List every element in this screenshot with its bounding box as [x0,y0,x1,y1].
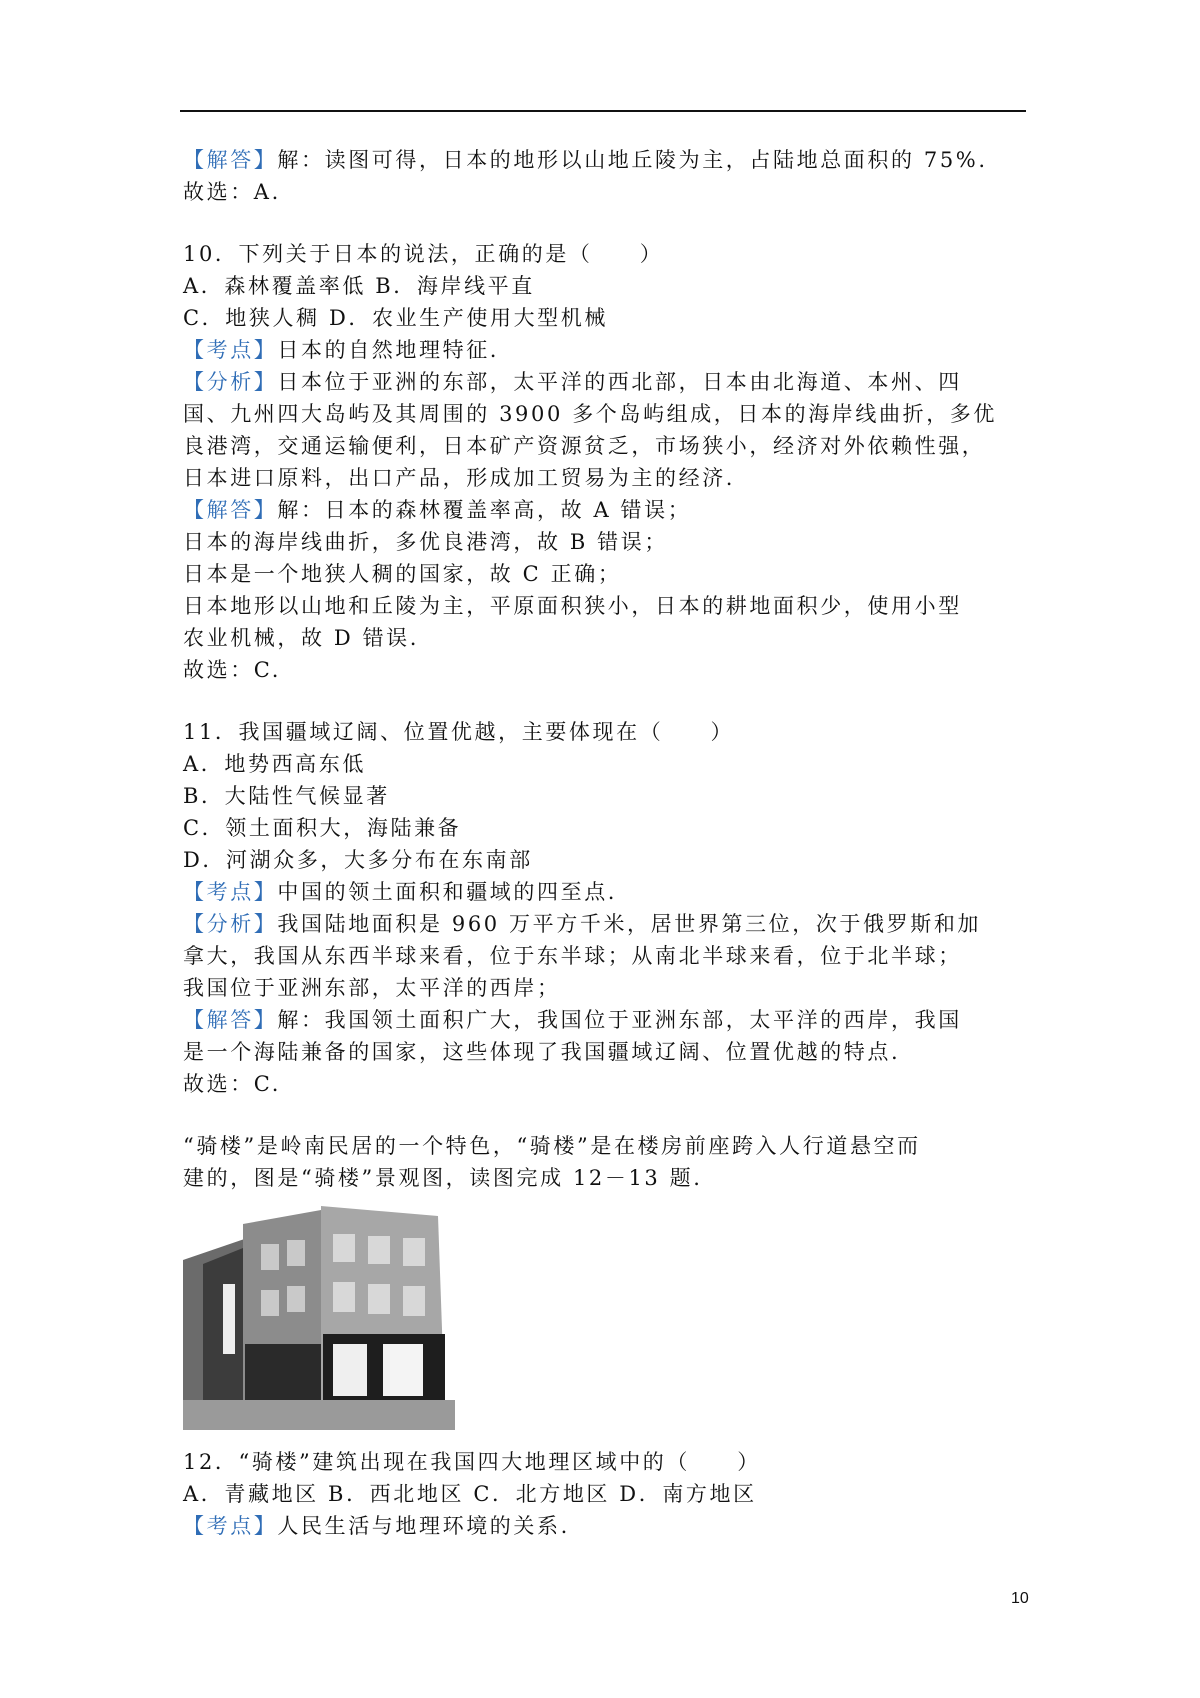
line-text: 故选：A. [183,180,281,204]
text-line [183,144,1033,176]
text-line [183,748,1033,780]
line-text: 解：我国领土面积广大，我国位于亚洲东部，太平洋的西岸，我国 [277,1008,962,1032]
text-line [183,238,1033,270]
section-tag: 【考点】 [183,880,278,904]
text-line [183,622,1033,654]
header-rule [180,110,1026,112]
section-tag: 【考点】 [183,338,278,362]
section-tag: 【解答】 [183,1008,278,1032]
text-line [183,940,1033,972]
text-line [183,590,1033,622]
paragraph-gap [183,686,1033,716]
text-line [183,366,1033,398]
text-line [183,270,1033,302]
paragraph-gap [183,1100,1033,1130]
text-line [183,972,1033,1004]
line-text: 日本进口原料，出口产品，形成加工贸易为主的经济. [183,466,736,490]
page-number: 10 [1011,1590,1029,1607]
text-line [183,1130,1033,1162]
text-line [183,716,1033,748]
line-text: 故选：C. [183,658,281,682]
paragraph-gap [183,208,1033,238]
section-tag: 【分析】 [183,912,278,936]
line-text: A．地势西高东低 [183,752,366,776]
text-line [183,876,1033,908]
line-text: 我国陆地面积是 960 万平方千米，居世界第三位，次于俄罗斯和加 [277,912,982,936]
line-text: 日本是一个地狭人稠的国家，故 C 正确； [183,562,622,586]
line-text: 良港湾，交通运输便利，日本矿产资源贫乏，市场狭小，经济对外依赖性强， [183,434,986,458]
line-text: 拿大，我国从东西半球来看，位于东半球；从南北半球来看，位于北半球； [183,944,962,968]
text-line [183,526,1033,558]
line-text: 我国位于亚洲东部，太平洋的西岸； [183,976,561,1000]
text-line [183,494,1033,526]
line-text: 是一个海陆兼备的国家，这些体现了我国疆域辽阔、位置优越的特点. [183,1040,901,1064]
line-text: A．森林覆盖率低 B．海岸线平直 [183,274,535,298]
text-line [183,1068,1033,1100]
text-line [183,844,1033,876]
document-body [183,144,1033,1542]
line-text: C．地狭人稠 D．农业生产使用大型机械 [183,306,608,330]
text-line [183,430,1033,462]
qilou-street-photo [183,1204,455,1430]
text-line [183,1162,1033,1194]
line-text: 人民生活与地理环境的关系. [277,1514,570,1538]
line-text: 日本的海岸线曲折，多优良港湾，故 B 错误； [183,530,668,554]
line-text: 11．我国疆域辽阔、位置优越，主要体现在（ ） [183,720,735,744]
section-tag: 【解答】 [183,148,278,172]
text-line [183,398,1033,430]
line-text: 农业机械，故 D 错误. [183,626,420,650]
line-text: 12．“骑楼”建筑出现在我国四大地理区域中的（ ） [183,1450,761,1474]
text-line [183,654,1033,686]
line-text: 日本地形以山地和丘陵为主，平原面积狭小，日本的耕地面积少，使用小型 [183,594,962,618]
line-text: “骑楼”是岭南民居的一个特色，“骑楼”是在楼房前座跨入人行道悬空而 [183,1134,921,1158]
text-line [183,558,1033,590]
text-line [183,780,1033,812]
text-line [183,334,1033,366]
line-text: 故选：C. [183,1072,281,1096]
line-text: 中国的领土面积和疆域的四至点. [277,880,618,904]
section-tag: 【分析】 [183,370,278,394]
section-tag: 【考点】 [183,1514,278,1538]
line-text: 日本的自然地理特征. [277,338,500,362]
text-line [183,176,1033,208]
section-tag: 【解答】 [183,498,278,522]
text-line [183,302,1033,334]
text-line [183,1004,1033,1036]
line-text: 10．下列关于日本的说法，正确的是（ ） [183,242,664,266]
line-text: 解：读图可得，日本的地形以山地丘陵为主，占陆地总面积的 75%. [277,148,988,172]
line-text: 建的，图是“骑楼”景观图，读图完成 12－13 题. [183,1166,703,1190]
text-line [183,1478,1033,1510]
line-text: A．青藏地区 B．西北地区 C．北方地区 D．南方地区 [183,1482,757,1506]
line-text: 解：日本的森林覆盖率高，故 A 错误； [277,498,692,522]
line-text: 国、九州四大岛屿及其周围的 3900 多个岛屿组成，日本的海岸线曲折，多优 [183,402,997,426]
line-text: C．领土面积大，海陆兼备 [183,816,462,840]
text-line [183,1510,1033,1542]
text-line [183,1036,1033,1068]
text-line [183,908,1033,940]
text-line [183,462,1033,494]
line-text: D．河湖众多，大多分布在东南部 [183,848,533,872]
text-line [183,812,1033,844]
line-text: B．大陆性气候显著 [183,784,390,808]
text-line [183,1446,1033,1478]
line-text: 日本位于亚洲的东部，太平洋的西北部，日本由北海道、本州、四 [277,370,962,394]
